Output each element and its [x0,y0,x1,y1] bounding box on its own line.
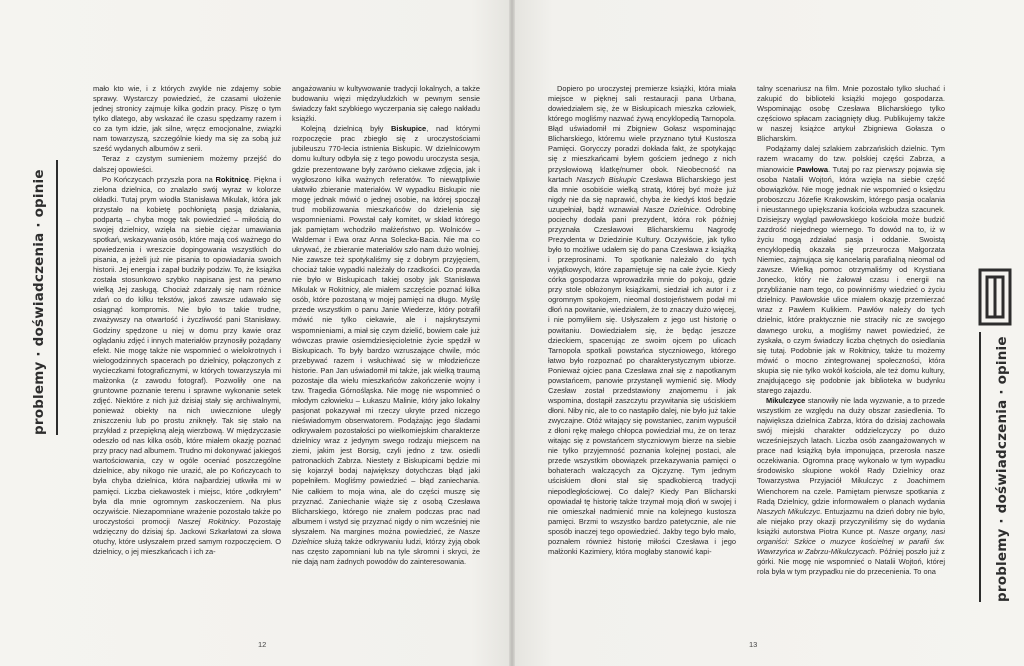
left-running-title [18,160,58,435]
article-paragraph: angażowaniu w kultywowanie tradycji lokalnych, a także budowaniu więzi międzyludzkich w pewnym sensie świadczy fakt szybkiego wyczerpania się całego nakładu książki. [292,84,480,124]
running-title-text: problemy · doświadczenia · opinie [31,169,47,435]
running-title-text: problemy · doświadczenia · opinie [994,336,1010,602]
article-paragraph: Podążamy dalej szlakiem zabrzańskich dzielnic. Tym razem wracamy do tzw. polskiej części Zabrza, a mianowicie Pawłowa. Tutaj po raz pierwszy pojawia się osoba Natalii Wojtoń, która wzięła na siebie część obowiązków. Nie mogę jednak nie wspomnieć o księdzu proboszczu Józefie Krakowskim, którego pasja ocalania i nieustannego upiększania kościoła wzbudza szacunek. Dzisiejszy wygląd pawłowskiego kościoła może budzić zazdrość niejednego wiernego. To dowód na to, iż w życiu mogą zdziałać pasja i oddanie. Swoistą encyklopedią okazała się przeurocza Małgorzata Niemiec, zajmująca się kancelarią parafialną nieomal od zawsze. Wielką pomoc otrzymaliśmy od Krystiana Jonecko, który nie żałował czasu i energii na przybliżanie nam tego, co powinniśmy wiedzieć o życiu dzielnicy. Pawłowskie ulice miałem okazję przemierzać wraz z Pawłem Kulikiem. Pawłów należy do tych dzielnic, które praktycznie nie straciły nic ze swojego dawnego uroku, a mogliśmy nawet powiedzieć, że zyskała, o czym świadczy liczba chętnych do osiedlania się tutaj. Podobnie jak w Rokitnicy, także tu możemy mówić o mocno zintegrowanej społeczności, która skupia się nie tylko wokół kościoła, ale też domu kultury, znajdującego się podobnie jak biblioteka w budynku starego zajazdu. [757,144,945,395]
article-paragraph: Teraz z czystym sumieniem możemy przejść do dalszej opowieści. [93,154,281,174]
page-number-right: 13 [749,640,758,649]
article-paragraph: mało kto wie, i z których zwykle nie zdajemy sobie sprawy. Wystarczy powiedzieć, że czasami ułożenie jednej stronicy zajmuje kilka godzin pracy. Piszę o tym tylko dlatego, aby wskazać ile czasu spędzamy razem i co za tym idzie, jak silne, wręcz emocjonalne, związki nam towarzyszą, szczególnie kiedy ma się za sobą już sześć wydanych albumów z serii. [93,84,281,154]
right-column-2 [757,84,945,632]
article-paragraph: Kolejną dzielnicą były Biskupice, nad którymi rozpoczęcie prac zbiegło się z uroczystościami jubileuszu 770-lecia istnienia Biskupic. W dzielnicowym domu kultury odbyła się z tego powodu uroczysta sesja, gdzie prezentowane były zarówno ciekawe zdjęcia, jak i wygłoszono kilka ważnych referatów. To niewątpliwie ułatwiło zbieranie materiałów. W wypadku Biskupic nie mogę jednak mówić o jednej osobie, na której spoczął trud mobilizowania mieszkańców do dzielenia się wspomnieniami. Powstał cały komitet, w skład którego jak pamiętam wchodziło małżeństwo pp. Wolniców – Waldemar i Ewa oraz Anna Solecka-Bacia. Nie ma co ukrywać, że zbieranie materiałów szło nam dużo wolniej. Nie zawsze też spotykaliśmy się z dobrym przyjęciem, chociaż takie wypadki należały do rzadkości. Co prawda nie było w Biskupicach takiej osoby jak Stanisława Mikulak w Rokitnicy, ale miałem szczęście poznać kilka osób, które pozostaną w mojej pamięci na długo. Myślę przede wszystkim o panu Janie Wiederze, który potrafił mówić nie tylko ciekawie, ale i najskrytszymi wspomnieniami, a miał się czym dzielić, bowiem całe już wówczas prawie osiemdziesięcioletnie życie spędził w Biskupicach. To były bardzo wzruszające chwile, móc przebywać razem i wsłuchiwać się w młodzieńcze historie. Pan Jan uświadomił mi także, jak wielką traumą pozostaje dla wielu mieszkańców zakończenie wojny i tzw. Tragedia Górnośląska. Nie mogę nie wspomnieć o młodym człowieku – Łukaszu Malinie, który jako lokalny pasjonat pokazywał mi rzeczy ukryte przed niczego nieświadomym obserwatorem. Podążając jego śladami odkrywałem pozostałości po wielkomiejskim charakterze dzielnicy wraz z jedynym swego rodzaju miejscem na ziemi, jakim jest Borsig, czyli jedno z tzw. osiedli patronackich Zabrza. Niestety z Biskupicami będzie mi się kojarzył bodaj największy dotychczas błąd jaki popełniłem. Mogliśmy powiedzieć – błąd zaniechania. Nie całkiem to moja wina, ale do części muszę się przyznać. Zaniechanie wiąże się z osobą Czesława Blicharskiego, którego nie znałem podczas prac nad albumem i wstyd się przyznać nigdy o nim wcześniej nie słyszałem. Na margines można powiedzieć, że Nasze Dzielnice służą także odkrywaniu ludzi, którzy żyją obok nas często zapomniani lub na tyle skromni i skryci, że nie dają nam żadnych powodów do zainteresowania. [292,124,480,566]
left-column-1 [93,84,281,632]
right-running-title [979,332,1019,602]
article-paragraph: Dopiero po uroczystej premierze książki, która miała miejsce w pięknej sali restauracji pana Urbana, dowiedziałem się, że w Biskupicach mieszka człowiek, którego mogliśmy nazwać żywą encyklopedią Tarnopola. Błąd uświadomił mi Zbigniew Gołasz wspominając Blicharskiego, któremu wiele przyznano tytuł Kustosza Pamięci. Gorycczy poradzi dokłada fakt, że spotykając się z mieszkańcami byłem gościem jednego z nich przysłowiową klatkę/numer obok. Nieobecność na kartach Naszych Biskupic Czesława Blicharskiego jest dla mnie osobiście wielką stratą, której być może już nigdy nie da się naprawić, chyba że kiedyś ktoś będzie uzupełniał, bądź wznawiał Nasze Dzielnice. Odrobinę pociechy dodała pani prezydent, która rok później przyznała Czesławowi Blicharskiemu Nagrodę Prezydenta w Dziedzinie Kultury. Oczywiście, jak tylko było to możliwe udałem się do pana Czesława z książką i przeprosinami. To spotkanie należało do tych wyjątkowych, które zapamiętuje się na całe życie. Kiedy córka gospodarza wprowadziła mnie do pokoju, gdzie przy stole obłożonym książkami, siedział ich autor i z ogromnym spokojem, nieomal dostojeństwem podał mi dłoń na powitanie, wiedziałem, że to znaczy dużo więcej, i nie pomyliłem się. Usłyszałem z jego ust historię o powitaniu. Dowiedziałem się, że będąc jeszcze dzieckiem, spacerując ze swoim ojcem po ulicach Tarnopola spotkali powstańca styczniowego, którego łatwo było rozpoznać po charakterystycznym ubiorze. Ponieważ ojciec pana Czesława znał się z napotkanym powstańcem, panowie przystanęli wymienić się. Młody Czesław został przedstawiony znajomemu i jak wspomina, dostąpił zaszczytu przywitania się uściskiem dłoni. Niby nic, ale to co nastąpiło dalej, nie było już takie zwyczajne. Otóż witający się powstaniec, zanim wypuścił z dłoni rękę małego chłopca powiedział mu, że on teraz witając się z powstańcem styczniowym bierze na siebie nie tylko przyjemność poznania kolejnej postaci, ale przede wszystkim obowiązek przekazywania pamięci o bohaterach walczących za Ojczyznę. Tym jednym uściskiem dłoni stał się spadkobiercą tradycji niepodległościowej. Co dalej? Kiedy Pan Blicharski opowiadał tę historię także trzymał moją dłoń w swojej i nie omieszkał nadmienić mnie na kolejnego kustosza pamięci. Brzmi to wszystko bardzo patetycznie, ale nie sposób inaczej tego opowiedzieć. Jakby tego było mało, poznałem również historię miłości Czesława i jego małżonki Kazimiery, która mogłaby stanowić kapi- [548,84,736,556]
article-paragraph: Po Kończycach przyszła pora na Rokitnicę. Piękna i zielona dzielnica, co znalazło swój wyraz w kolorze okładki. Tutaj prym wiodła Stanisława Mikulak, która jak przystało na kobietę pochłoniętą pasją działania, podpartą – chyba mogę tak powiedzieć – miłością do swojej dzielnicy, wzięła na siebie ciężar umawiania spotkań, wskazywania osób, które mają coś ważnego do powiedzenia i wreszcie dopingowania wszystkich do pisania, a jeżeli już nie pisania to opowiadania swoich historii. Jej energia i zapał budziły podziw. To, że książka została stosunkowo szybko napisana jest na pewno wielką Jej zasługą. Chociaż zdarzały się nam różnice zdań co do kilku tekstów, jakoś zawsze udawało się osiągnąć kompromis. Nie było to takie trudne, zważywszy na otwartość i życzliwość pani Stanisławy. Godziny spędzone u niej w domu przy kawie oraz oglądaniu zdjęć i innych materiałów przynosiły pożądany efekt. Nie mogę także nie wspomnieć o wielokrotnych i wielogodzinnych spacerach po dzielnicy, połączonych z wycieczkami fotograficznymi, w których towarzyszyła mi małżonka (z zawodu fotograf). Pozwoliły one na gruntowne poznanie terenu i sprawne wykonanie setek zdjęć. Niektóre z nich już dzisiaj stały się archiwalnymi, ponieważ obiekty na nich uwiecznione uległy zniszczeniu lub po prostu zniknęły. Tak się stało na przykład z przepiękną aleją wierzbową. W międzyczasie odeszło od nas kilka osób, które miałem okazję poznać przy pracy nad albumem. Trudno mi dokonywać jakiegoś wartościowania, czy w ogóle oceniać poszczególne dzielnice, aby nikogo nie urazić, ale po Kończycach to była chyba dzielnica, która najbardziej utkwiła mi w pamięci. Liczba ciekawostek i miejsc, które „odkryłem” była dla mnie ogromnym zaskoczeniem. Na plus oczywiście. Niezapomniane wrażenie pozostało także po uroczystości promocji Naszej Rokitnicy. Pozostaję wdzięczny do dzisiaj śp. Jackowi Szkarłatowi za słowa otuchy, które usłyszałem przed samym rozpoczęciem. O dzielnicy, o jej mieszkańcach i ich za- [93,174,281,556]
spine-gutter [509,0,515,666]
right-page [512,0,1024,666]
running-title-rule [979,332,981,602]
running-title-rule [56,160,58,435]
article-paragraph: talny scenariusz na film. Mnie pozostało tylko słuchać i zakupić do biblioteki książki mojego gospodarza. Wspominając osobę Czesława Blicharskiego tylko częściowo spłacam zaciągnięty dług. Publikujemy także w naszej książce artykuł Zbigniewa Gołasza o Blicharskim. [757,84,945,144]
page-number-left: 12 [258,640,267,649]
right-column-1 [548,84,736,632]
magazine-logo-icon [978,268,1012,326]
article-paragraph: Mikulczyce stanowiły nie lada wyzwanie, a to przede wszystkim ze względu na duży obszar zasiedlenia. To największa dzielnica Zabrza, która do dzisiaj zachowała swój miejski charakter oddzielczyczy po dużo wcześniejszych latach. Liczba osób zaangażowanych w prace nad książką była imponująca, przerosła nasze oczekiwania. Ogromna pracę wykonało w tym wypadku środowisko skupione wokół Rady Dzielnicy oraz Towarzystwa Przyjaciół Mikulczyc z Joachimem Wienchorem na czele. Pamiętam pierwsze spotkania z Radą Dzielnicy, gdzie informowałem o planach wydania Naszych Mikulczyc. Entuzjazmu na dzień dobry nie było, ale niejako przy okazji przyczyniliśmy się do wydania książki autorstwa Piotra Kunce pt. Nasze organy, nasi organiści: Szkice o muzyce kościelnej w parafii św. Wawrzyńca w Zabrzu-Mikulczycach. Później poszło już z górki. Nie mogę nie wspomnieć o Natalii Wojtoń, której rola była w tym przypadku nie do przecenienia. To ona [757,395,945,576]
left-column-2 [292,84,480,632]
